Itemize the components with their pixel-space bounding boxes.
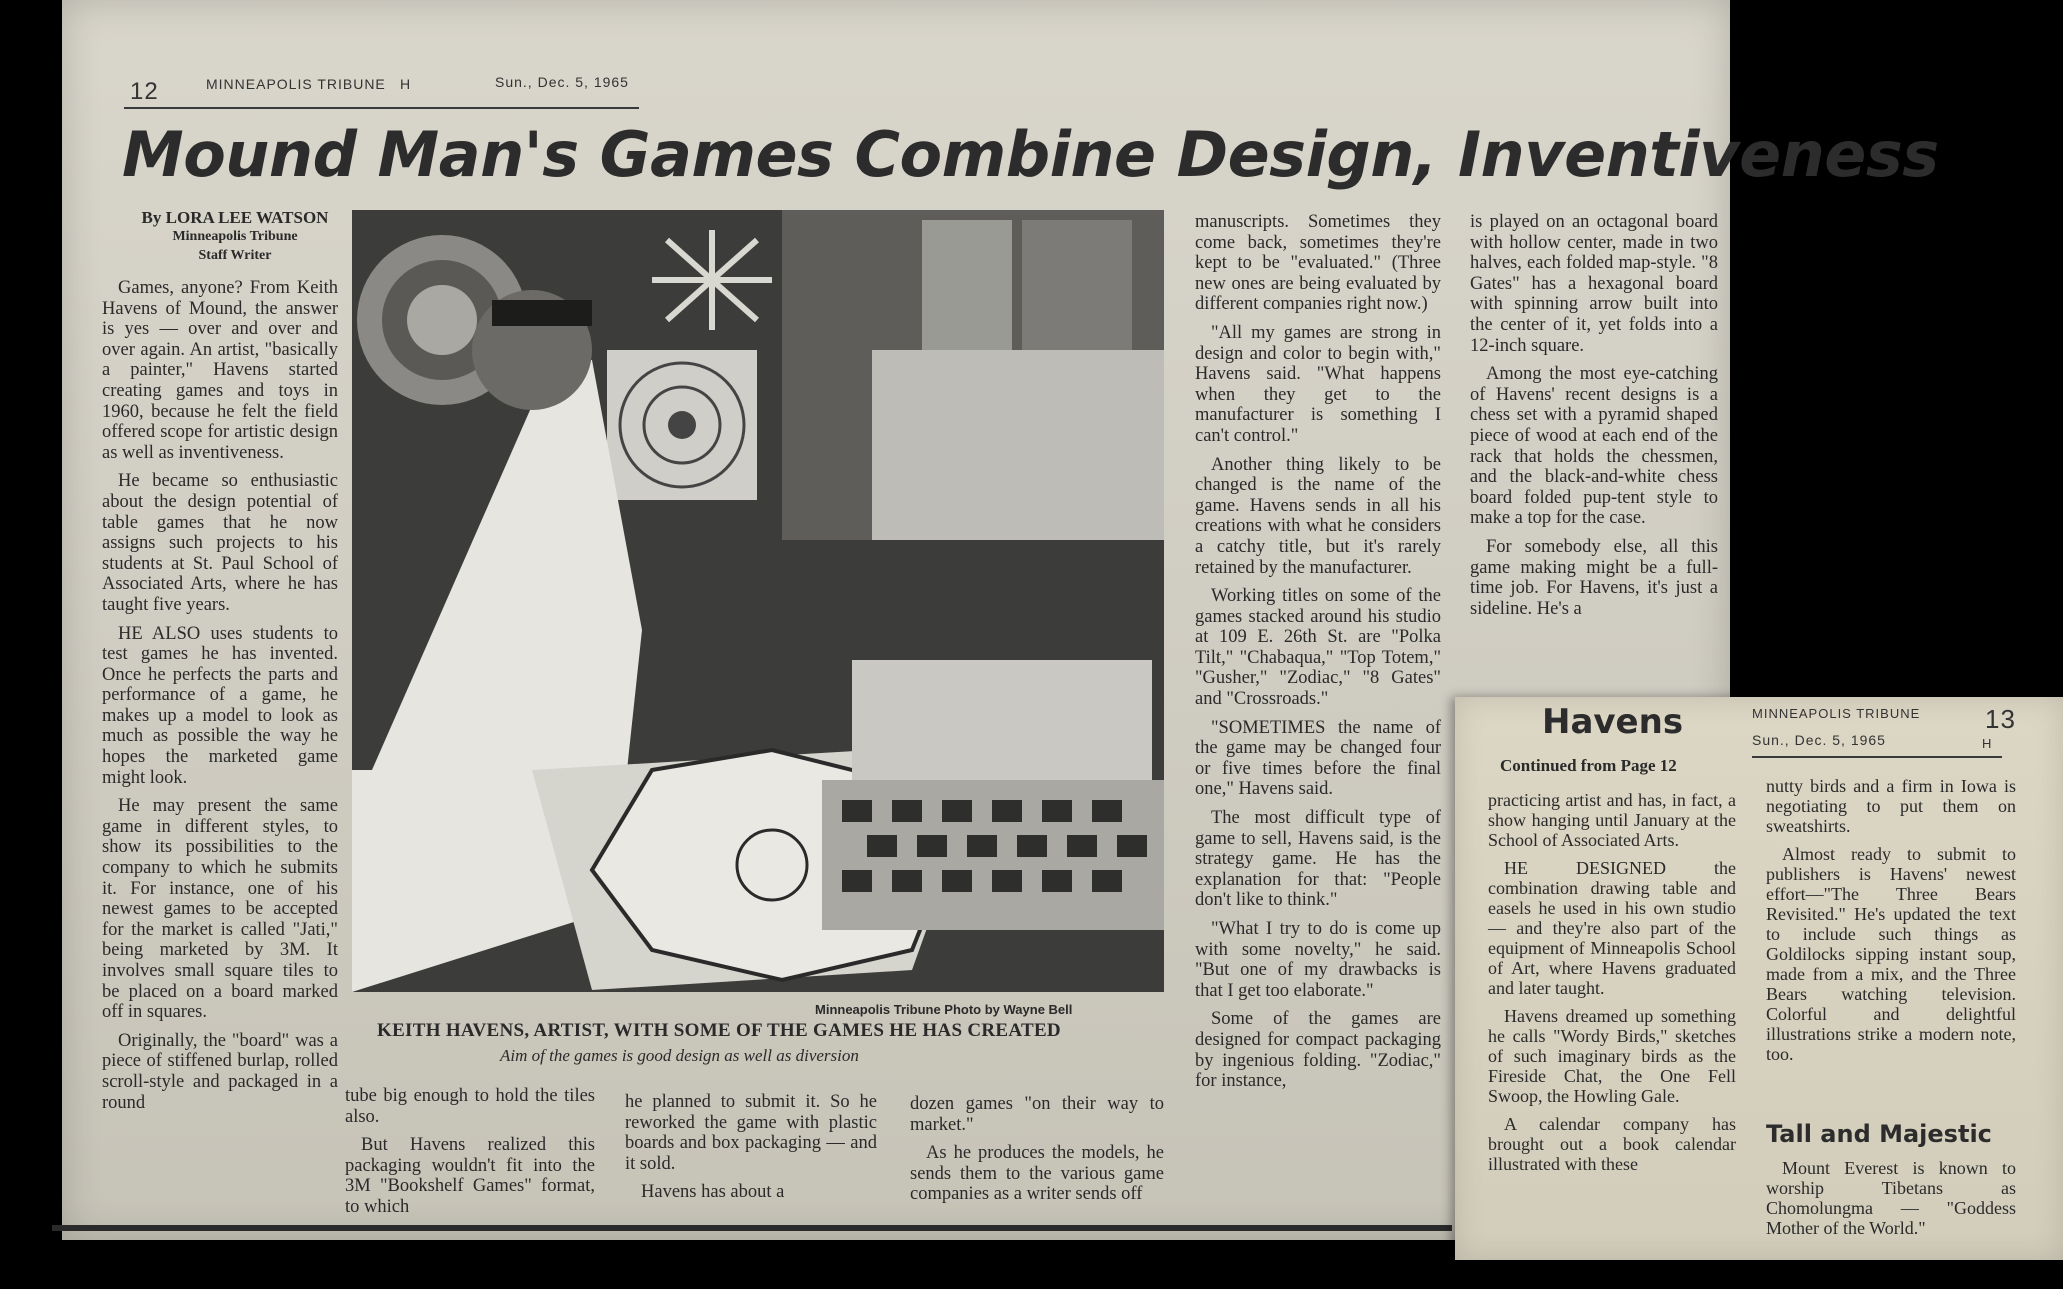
clipping-date: Sun., Dec. 5, 1965 [1752, 732, 1886, 748]
byline-paper: Minneapolis Tribune [172, 229, 298, 244]
article-column-1 [102, 278, 338, 1121]
continued-from: Continued from Page 12 [1500, 756, 1677, 775]
paragraph: As he produces the models, he sends them to the various game companies as a writer sends off [910, 1143, 1164, 1205]
clipping-subhead: Tall and Majestic [1766, 1120, 1992, 1148]
byline [120, 208, 350, 265]
paragraph: "What I try to do is come up with some novelty," he said. "But one of my drawbacks is that I get too elaborate." [1195, 919, 1441, 1001]
paragraph: "SOMETIMES the name of the game may be changed four or five times before the final one," Havens said. [1195, 717, 1441, 800]
paragraph: Havens has about a [641, 1182, 785, 1203]
article-photo [352, 210, 1164, 992]
clipping-column-b2 [1766, 1158, 2016, 1246]
clipping-column-a [1488, 790, 1736, 1182]
paragraph: is played on an octagonal board with hollow center, made in two halves, each folded map-style. "8 Gates" has a hexagonal board with spinning arrow built into the center of it, yet folds into a 12-inch square. [1470, 212, 1718, 356]
byline-author: By LORA LEE WATSON [141, 208, 329, 227]
photo-caption: KEITH HAVENS, ARTIST, WITH SOME OF THE GAMES HE HAS CREATED [377, 1020, 1061, 1041]
clipping-paper-name: MINNEAPOLIS TRIBUNE [1752, 706, 1921, 721]
paragraph: Some of the games are designed for compact packaging by ingenious folding. "Zodiac," for instance, [1195, 1009, 1441, 1092]
headline: Mound Man's Games Combine Design, Inventiveness [122, 118, 1939, 191]
page-number: 12 [130, 78, 159, 105]
clipping-edition: H [1982, 736, 1993, 751]
byline-title: Staff Writer [198, 248, 272, 263]
paragraph: The most difficult type of game to sell, Havens said, is the strategy game. He has the explanation for that: "People don't like to think." [1195, 808, 1441, 911]
paragraph: For somebody else, all this game making might be a full-time job. For Havens, it's just a sideline. He's a [1470, 536, 1718, 619]
page-bottom-rule [52, 1225, 1452, 1231]
paper-name: MINNEAPOLIS TRIBUNE [206, 76, 386, 92]
continued-headline: Havens [1542, 702, 1684, 742]
clipping-page-number: 13 [1985, 704, 2016, 734]
photo-subcaption: Aim of the games is good design as well as diversion [500, 1046, 859, 1065]
photo-illustration [352, 210, 1164, 992]
paragraph: "All my games are strong in design and color to begin with," Havens said. "What happens when they get to the manufacturer is something I can't control." [1195, 322, 1441, 446]
paragraph: HE ALSO uses students to test games he has invented. Once he perfects the parts and performance of a game, he makes up a model to look as much as possible the way he hopes the marketed game might look. [102, 623, 338, 788]
paragraph: Mount Everest is known to worship Tibetans as Chomolungma — "Goddess Mother of the World." [1766, 1158, 2016, 1238]
article-column-4 [910, 1094, 1164, 1213]
paragraph: manuscripts. Sometimes they come back, sometimes they're kept to be "evaluated." (Three new ones are being evaluated by different companies right now.) [1195, 212, 1441, 315]
paragraph: He may present the same game in different styles, to show its possibilities to the company to which he submits it. For instance, one of his newest games to be accepted for the market is called "Jati," being marketed by 3M. It involves small square tiles to be placed on a board marked off in squares. [102, 796, 338, 1023]
masthead-rule [124, 107, 639, 109]
article-column-5 [1195, 212, 1441, 1100]
edition-mark: H [400, 76, 412, 92]
paragraph: Among the most eye-catching of Havens' recent designs is a chess set with a pyramid shaped piece of wood at each end of the rack that holds the chessmen, and the black-and-white chess board folded pup-tent style to make a top for the case. [1470, 364, 1718, 529]
paragraph: A calendar company has brought out a book calendar illustrated with these [1488, 1114, 1736, 1174]
issue-date: Sun., Dec. 5, 1965 [495, 74, 629, 90]
clipping-column-b [1766, 776, 2016, 1072]
article-column-6 [1470, 212, 1718, 627]
article-column-3 [625, 1092, 877, 1211]
paragraph: Almost ready to submit to publishers is Havens' newest effort—"The Three Bears Revisited." He's updated the text to include such things as Goldilocks sipping instant soup, made from a mix, and the Three Bears watching television. Colorful and delightful illustrations strike a modern note, too. [1766, 844, 2016, 1064]
paragraph: Havens dreamed up something he calls "Wordy Birds," sketches of such imaginary birds as the Fireside Chat, the One Fell Swoop, the Howling Gale. [1488, 1006, 1736, 1106]
paragraph: Originally, the "board" was a piece of stiffened burlap, rolled scroll-style and packaged in a round [102, 1030, 338, 1113]
paragraph: Working titles on some of the games stacked around his studio at 109 E. 26th St. are "Polka Tilt," "Chabaqua," "Top Totem," "Gusher," "Zodiac," "8 Gates" and "Crossroads." [1195, 586, 1441, 710]
paragraph: HE DESIGNED the combination drawing table and easels he used in his own studio — and they're also part of the equipment of Minneapolis School of Art, where Havens graduated and later taught. [1488, 858, 1736, 998]
paragraph: nutty birds and a firm in Iowa is negotiating to put them on sweatshirts. [1766, 776, 2016, 836]
article-column-2 [345, 1086, 595, 1226]
clipping-masthead-rule [1752, 756, 2002, 758]
paragraph: dozen games "on their way to market." [910, 1094, 1164, 1135]
paragraph: But Havens realized this packaging wouldn't fit into the 3M "Bookshelf Games" format, to which [345, 1135, 595, 1217]
photo-credit: Minneapolis Tribune Photo by Wayne Bell [815, 1002, 1073, 1017]
paragraph: he planned to submit it. So he reworked the game with plastic boards and box packaging — and it sold. [625, 1092, 877, 1174]
paragraph: Games, anyone? From Keith Havens of Mound, the answer is yes — over and over and over again. An artist, "basically a painter," Havens started creating games and toys in 1960, because he felt the field offered scope for artistic design as well as inventiveness. [102, 278, 338, 463]
paragraph: He became so enthusiastic about the design potential of table games that he now assigns such projects to his students at St. Paul School of Associated Arts, where he has taught five years. [102, 471, 338, 615]
paragraph: tube big enough to hold the tiles also. [345, 1086, 595, 1127]
paragraph: practicing artist and has, in fact, a show hanging until January at the School of Associated Arts. [1488, 790, 1736, 850]
paragraph: Another thing likely to be changed is the name of the game. Havens sends in all his creations with what he considers a catchy title, but it's rarely retained by the manufacturer. [1195, 454, 1441, 578]
